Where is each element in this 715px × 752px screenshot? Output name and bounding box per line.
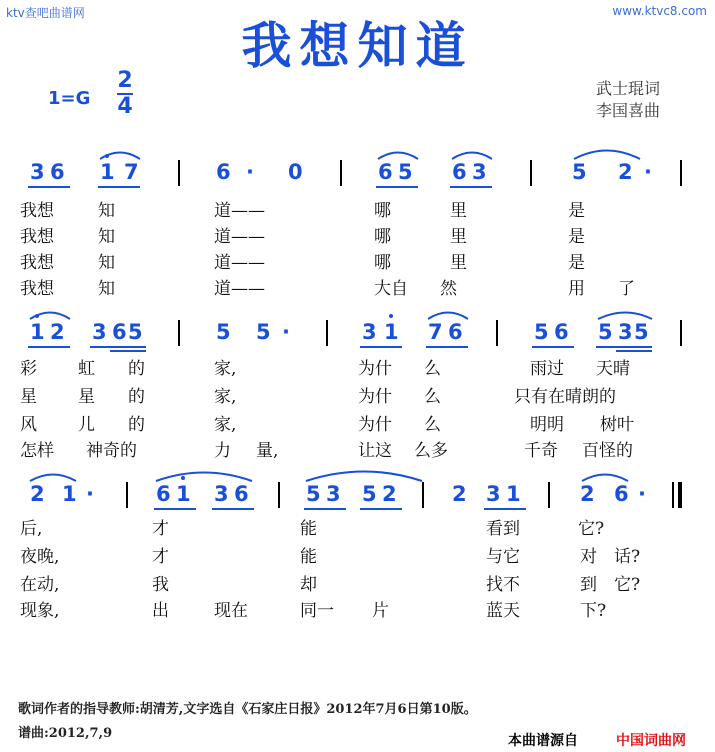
note: · (282, 320, 290, 344)
note: 0 (288, 160, 303, 184)
lyric: 雨过 (530, 359, 564, 379)
note: · (638, 482, 646, 506)
lyric: 后, (20, 519, 43, 539)
lyric: 道—— (214, 279, 265, 299)
lyric: 么 (424, 359, 441, 379)
note: 7 (428, 320, 443, 344)
source-label: 本曲谱源自 (508, 733, 578, 749)
lyric: 儿 (78, 415, 95, 435)
note: · (86, 482, 94, 506)
lyric: 哪 (374, 253, 391, 273)
lyric: 的 (128, 359, 145, 379)
note: 3 (326, 482, 341, 506)
lyric: 里 (450, 253, 467, 273)
note: 6 (216, 160, 231, 184)
note: 1 (100, 160, 115, 184)
lyric: 彩 (20, 359, 37, 379)
lyric: 夜晚, (20, 547, 60, 567)
lyric: 么 (424, 415, 441, 435)
lyric: 家, (214, 415, 237, 435)
lyric: 现象, (20, 601, 60, 621)
lyric: 明明 (530, 415, 564, 435)
note: 6 (50, 160, 65, 184)
lyric: 却 (300, 575, 317, 595)
lyric: 蓝天 (486, 601, 520, 621)
lyric: 对 (580, 547, 597, 567)
lyric: 家, (214, 387, 237, 407)
note: 5 (598, 320, 613, 344)
lyric: 我想 (20, 253, 54, 273)
note: 3 (92, 320, 107, 344)
lyric: 为什 (358, 387, 392, 407)
lyric: 我 (152, 575, 169, 595)
composer: 李国喜曲 (595, 101, 660, 120)
lyric: 力 (214, 441, 231, 461)
lyric: 找不 (486, 575, 520, 595)
lyric: 怎样 (20, 441, 54, 461)
key-signature: 1=G (48, 88, 91, 109)
lyric: 道—— (214, 253, 265, 273)
lyric: 天晴 (596, 359, 630, 379)
note: 2 (50, 320, 65, 344)
note: 3 (362, 320, 377, 344)
note: 5 (634, 320, 649, 344)
credits (596, 78, 660, 122)
note: 1 (384, 320, 399, 344)
footer-note-date: 谱曲:2012,7,9 (18, 726, 113, 741)
lyric: 让这 (358, 441, 392, 461)
source-site-link[interactable]: 中国词曲网 (616, 733, 686, 749)
footer-note-teacher: 歌词作者的指导教师:胡清芳,文字选自《石家庄日报》2012年7月6日第10版。 (18, 702, 477, 717)
lyric: 只有在晴朗的 (514, 387, 616, 407)
time-signature-top: 2 (117, 68, 133, 93)
note: 5 (362, 482, 377, 506)
lyric: 才 (152, 519, 169, 539)
lyric: 家, (214, 359, 237, 379)
lyric: 与它 (486, 547, 520, 567)
note: 2 (452, 482, 467, 506)
note: 3 (214, 482, 229, 506)
lyric: 看到 (486, 519, 520, 539)
lyric: 为什 (358, 415, 392, 435)
lyric: 里 (450, 227, 467, 247)
lyric: 了 (618, 279, 635, 299)
lyric: 星 (20, 387, 37, 407)
note: 5 (306, 482, 321, 506)
lyricist: 武士琨词 (595, 79, 660, 98)
lyric: 能 (300, 519, 317, 539)
note: 5 (256, 320, 271, 344)
note: 5 (128, 320, 143, 344)
lyric: 虹 (78, 359, 95, 379)
time-signature-bottom: 4 (117, 94, 133, 119)
note: 3 (618, 320, 633, 344)
lyric: 知 (98, 227, 115, 247)
lyric: 才 (152, 547, 169, 567)
lyric: 我想 (20, 201, 54, 221)
lyric: 同一 (300, 601, 334, 621)
note: 6 (156, 482, 171, 506)
lyric: 知 (98, 253, 115, 273)
lyric: 用 (568, 279, 585, 299)
watermark-right: www.ktvc8.com (612, 4, 707, 18)
note: 6 (614, 482, 629, 506)
lyric: 到 (580, 575, 597, 595)
note: 6 (448, 320, 463, 344)
note: 5 (398, 160, 413, 184)
note: 1 (176, 482, 191, 506)
lyric: 道—— (214, 201, 265, 221)
lyric: 能 (300, 547, 317, 567)
note: 5 (534, 320, 549, 344)
note: 6 (378, 160, 393, 184)
lyric: 现在 (214, 601, 248, 621)
lyric: 是 (568, 253, 585, 273)
lyric: 出 (152, 601, 169, 621)
note: · (644, 160, 652, 184)
note: 1 (506, 482, 521, 506)
lyric: 然 (440, 279, 457, 299)
lyric: 它? (614, 575, 641, 595)
lyric: 话? (614, 547, 641, 567)
time-signature (117, 70, 133, 118)
note: 3 (472, 160, 487, 184)
lyric: 的 (128, 415, 145, 435)
lyric: 风 (20, 415, 37, 435)
lyric: 千奇 (524, 441, 558, 461)
note: 2 (580, 482, 595, 506)
note: 2 (618, 160, 633, 184)
lyric: 里 (450, 201, 467, 221)
note: 5 (572, 160, 587, 184)
note: 5 (216, 320, 231, 344)
note: 3 (486, 482, 501, 506)
lyric: 大自 (374, 279, 408, 299)
note: 2 (382, 482, 397, 506)
lyric: 为什 (358, 359, 392, 379)
note: 2 (30, 482, 45, 506)
lyric: 哪 (374, 227, 391, 247)
song-title: 我想知道 (241, 16, 474, 75)
lyric: 哪 (374, 201, 391, 221)
lyric: 是 (568, 227, 585, 247)
lyric: 我想 (20, 279, 54, 299)
note: 3 (30, 160, 45, 184)
lyric: 知 (98, 201, 115, 221)
lyric: 的 (128, 387, 145, 407)
note: 6 (234, 482, 249, 506)
note: 1 (62, 482, 77, 506)
lyric: 道—— (214, 227, 265, 247)
lyric: 是 (568, 201, 585, 221)
lyric: 么 (424, 387, 441, 407)
lyric: 在动, (20, 575, 60, 595)
note: 6 (112, 320, 127, 344)
lyric: 片 (372, 601, 389, 621)
lyric: 我想 (20, 227, 54, 247)
lyric: 么多 (414, 441, 448, 461)
lyric: 神奇的 (86, 441, 137, 461)
note: 6 (452, 160, 467, 184)
note: 7 (124, 160, 139, 184)
lyric: 下? (580, 601, 607, 621)
note: 6 (554, 320, 569, 344)
note: 1 (30, 320, 45, 344)
watermark-left: ktv查吧曲谱网 (6, 6, 85, 20)
note: · (246, 160, 254, 184)
lyric: 百怪的 (582, 441, 633, 461)
lyric: 它? (578, 519, 605, 539)
lyric: 知 (98, 279, 115, 299)
lyric: 量, (256, 441, 279, 461)
lyric: 星 (78, 387, 95, 407)
lyric: 树叶 (600, 415, 634, 435)
